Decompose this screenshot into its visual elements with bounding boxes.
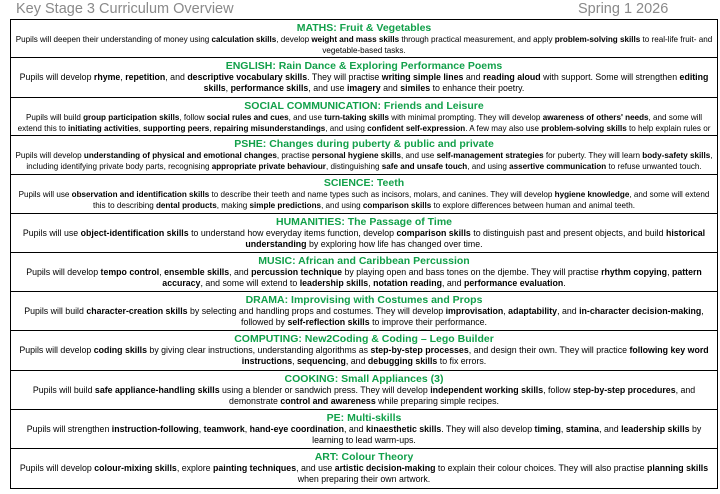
skill-highlight: character-creation skills [86,306,188,316]
section-title: ART: Colour Theory [314,451,414,463]
skill-highlight: in-character decision-making [579,306,702,316]
skill-highlight: repetition [125,72,166,82]
skill-highlight: confident self-expression [367,124,466,133]
section-pe [11,410,717,449]
skill-highlight: tempo control [100,267,160,277]
section-description: Pupils will build group participation skills, follow social rules and cues, and use turn-taking skills with minimal prompting. They will develop awareness of others' needs, and some will extend this to initiating activities, supporting peers, repairing misunderstandings, and using confident self-expression. A few may also use problem-solving skills to help explain rules or [17,113,711,133]
section-description: Pupils will use object-identification skills to understand how everyday items function, develop comparison skills to distinguish past and present objects, and build historical understanding by exploring how life has changed over time. [22,228,706,249]
skill-highlight: repairing misunderstandings [213,124,326,133]
section-drama [11,292,717,331]
skill-highlight: imagery [346,83,381,93]
section-humanities [11,214,717,253]
skill-highlight: leadership skills [299,278,369,288]
skill-highlight: adaptability [508,306,558,316]
section-title: PSHE: Changes during puberty & public and private [234,138,494,150]
skill-highlight: dental products [155,201,217,210]
section-description: Pupils will build safe appliance-handling skills using a blender or sandwich press. They will develop independent working skills, follow step-by-step procedures, and demonstrate control and awareness while preparing simple recipes. [32,385,696,406]
skill-highlight: coding skills [93,345,147,355]
skill-highlight: simple predictions [249,201,322,210]
skill-highlight: personal hygiene skills [311,151,401,160]
skill-highlight: self-reflection skills [287,317,370,327]
skill-highlight: reading aloud [482,72,541,82]
skill-highlight: calculation skills [211,35,277,44]
section-title: COMPUTING: New2Coding & Coding – Lego Builder [234,333,494,345]
section-title: HUMANITIES: The Passage of Time [275,216,452,228]
skill-highlight: colour-mixing skills [94,463,177,473]
skill-highlight: comparison skills [396,228,471,238]
section-pshe [11,136,717,175]
skill-highlight: instruction-following [111,424,199,434]
skill-highlight: editing skills [203,72,709,93]
skill-highlight: descriptive vocabulary skills [187,72,308,82]
skill-highlight: leadership skills [621,424,690,434]
skill-highlight: following key word instructions [241,345,709,366]
skill-highlight: writing simple lines [381,72,464,82]
section-title: MATHS: Fruit & Vegetables [296,22,432,34]
skill-highlight: rhyme [93,72,121,82]
section-description: Pupils will build character-creation skills by selecting and handling props and costumes. They will develop improvisation, adaptability, and in-character decision-making, followed by self-reflection skills to improve their performance. [24,306,704,327]
section-title: COOKING: Small Appliances (3) [284,373,444,385]
skill-highlight: performance evaluation [464,278,564,288]
skill-highlight: understanding of physical and emotional changes [83,151,277,160]
section-art [11,449,717,490]
skill-highlight: rhythm copying [601,267,668,277]
skill-highlight: painting techniques [213,463,297,473]
skill-highlight: planning skills [647,463,709,473]
skill-highlight: problem-solving skills [554,35,641,44]
skill-highlight: similes [400,83,431,93]
skill-highlight: comparison skills [362,201,432,210]
section-computing [11,331,717,371]
skill-highlight: timing [534,424,561,434]
document-title: Key Stage 3 Curriculum Overview [16,1,234,17]
skill-highlight: control and awareness [280,396,376,406]
skill-highlight: step-by-step procedures [572,385,676,395]
skill-highlight: observation and identification skills [71,190,210,199]
skill-highlight: improvisation [445,306,504,316]
page-header [0,0,720,20]
section-title: MUSIC: African and Caribbean Percussion [258,255,470,267]
section-science [11,175,717,214]
section-description: Pupils will strengthen instruction-following, teamwork, hand-eye coordination, and kinaesthetic skills. They will also develop timing, stamina, and leadership skills by learning to lead warm-ups. [26,424,702,445]
skill-highlight: group participation skills [83,113,180,122]
skill-highlight: safe and unsafe touch [381,162,468,171]
section-description: Pupils will develop colour-mixing skills, explore painting techniques, and use artistic decision-making to explain their colour choices. They will also practise planning skills when preparing their own artwork. [19,463,709,484]
skill-highlight: ensemble skills [164,267,230,277]
skill-highlight: appropriate private behaviour [211,162,326,171]
section-social-communication [11,98,717,136]
skill-highlight: hygiene knowledge [554,190,630,199]
skill-highlight: supporting peers [143,124,210,133]
curriculum-table [10,19,718,489]
skill-highlight: kinaesthetic skills [365,424,442,434]
section-title: ENGLISH: Rain Dance & Exploring Performance Poems [225,60,503,72]
skill-highlight: assertive communication [509,162,607,171]
section-title: SOCIAL COMMUNICATION: Friends and Leisure [244,100,484,112]
skill-highlight: teamwork [203,424,245,434]
skill-highlight: pattern accuracy [162,267,702,288]
skill-highlight: self-management strategies [436,151,544,160]
section-title: PE: Multi-skills [326,412,402,424]
skill-highlight: notation reading [373,278,442,288]
skill-highlight: hand-eye coordination [249,424,344,434]
skill-highlight: step-by-step processes [370,345,469,355]
skill-highlight: social rules and cues [206,113,289,122]
section-description: Pupils will develop rhyme, repetition, and descriptive vocabulary skills. They will practise writing simple lines and reading aloud with support. Some will strengthen editing skills, performance skills, and use imagery and similes to enhance their poetry. [19,72,709,93]
skill-highlight: stamina [565,424,600,434]
section-maths [11,20,717,58]
section-english [11,58,717,98]
skill-highlight: object-identification skills [80,228,189,238]
skill-highlight: problem-solving skills [541,124,627,133]
skill-highlight: safe appliance-handling skills [94,385,220,395]
skill-highlight: weight and mass skills [311,35,400,44]
section-description: Pupils will develop coding skills by giving clear instructions, understanding algorithms as step-by-step processes, and design their own. They will practice following key word instructions, sequencing, and debugging skills to fix errors. [19,345,709,366]
skill-highlight: percussion technique [251,267,343,277]
section-title: DRAMA: Improvising with Costumes and Props [245,294,483,306]
skill-highlight: debugging skills [367,356,438,366]
skill-highlight: body-safety skills [642,151,711,160]
skill-highlight: initiating activities [68,124,139,133]
skill-highlight: independent working skills [430,385,544,395]
skill-highlight: performance skills [230,83,309,93]
section-description: Pupils will develop understanding of physical and emotional changes, practise personal hygiene skills, and use self-management strategies for puberty. They will learn body-safety skills, including identifying private body parts, recognising appropriate private behaviour, distinguishing safe and unsafe touch, and using assertive communication to refuse unwanted touch. [15,151,713,171]
skill-highlight: sequencing [297,356,346,366]
section-title: SCIENCE: Teeth [323,177,405,189]
section-description: Pupils will use observation and identification skills to describe their teeth and name types such as incisors, molars, and canines. They will develop hygiene knowledge, and some will extend this to describing dental products, making simple predictions, and using comparison skills to explore differences between human and animal teeth. [18,190,710,210]
term-label: Spring 1 2026 [578,1,669,17]
section-description: Pupils will develop tempo control, ensemble skills, and percussion technique by playing open and bass tones on the djembe. They will practise rhythm copying, pattern accuracy, and some will extend to leadership skills, notation reading, and performance evaluation. [26,267,702,288]
section-music [11,253,717,292]
section-cooking [11,371,717,410]
section-description: Pupils will deepen their understanding of money using calculation skills, develop weight and mass skills through practical measurement, and apply problem-solving skills to real-life fruit- and vegetable-based tasks. [15,35,713,55]
skill-highlight: historical understanding [245,228,706,249]
skill-highlight: turn-taking skills [324,113,389,122]
skill-highlight: artistic decision-making [334,463,436,473]
skill-highlight: awareness of others' needs [542,113,649,122]
